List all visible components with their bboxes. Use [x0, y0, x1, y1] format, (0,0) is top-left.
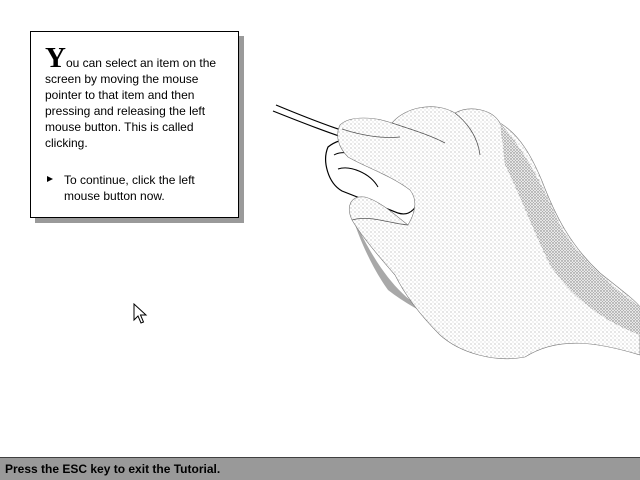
status-bar-text: Press the ESC key to exit the Tutorial. [5, 462, 221, 476]
arrow-pointer-icon [133, 303, 149, 325]
continue-instruction [45, 172, 229, 204]
continue-text: To continue, click the left mouse button now. [64, 173, 195, 203]
status-bar [0, 457, 640, 480]
hand-on-mouse-illustration [270, 95, 640, 370]
triangle-bullet-icon [47, 176, 53, 182]
hand [338, 107, 640, 359]
instruction-paragraph [45, 42, 229, 151]
drop-cap-letter: Y [45, 42, 66, 74]
instruction-card [30, 31, 239, 218]
instruction-body-text: ou can select an item on the screen by moving the mouse pointer to that item and then pressing and releasing the left mouse button. This is called clicking. [45, 56, 217, 150]
